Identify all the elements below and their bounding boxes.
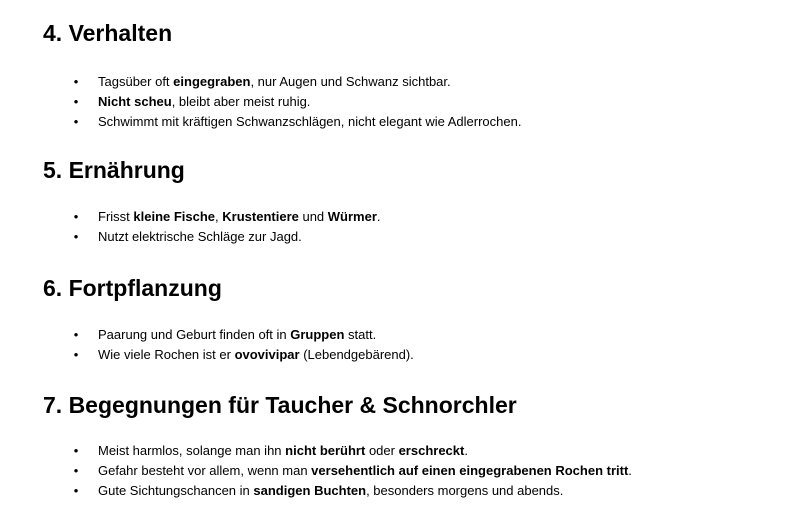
text-run: Frisst: [98, 209, 134, 224]
bold-text: Würmer: [327, 209, 377, 224]
bullet-list: [71, 441, 632, 501]
section-begegnungen: [43, 391, 783, 419]
text-run: Nutzt elektrische Schläge zur Jagd.: [98, 229, 302, 244]
bold-text: sandigen Buchten: [253, 483, 367, 498]
bold-text: kleine Fische: [133, 209, 216, 224]
bold-text: eingegraben: [173, 74, 251, 89]
text-run: ,: [215, 209, 223, 224]
text-run: , besonders morgens und abends.: [366, 483, 564, 498]
section-fortpflanzung: [43, 274, 783, 302]
bold-text: nicht berührt: [285, 443, 366, 458]
bullet-icon: •: [73, 229, 79, 244]
text-run: statt.: [344, 327, 377, 342]
list-item: [71, 481, 632, 501]
text-run: Meist harmlos, solange man ihn: [98, 443, 286, 458]
list-item: [71, 92, 521, 112]
text-run: Gefahr besteht vor allem, wenn man: [98, 463, 312, 478]
list-item: [71, 441, 632, 461]
bullet-list: [71, 325, 414, 365]
text-run: .: [376, 209, 381, 224]
text-run: , bleibt aber meist ruhig.: [171, 94, 311, 109]
bullet-icon: •: [73, 94, 79, 109]
section-heading: 6. Fortpflanzung: [43, 275, 222, 301]
list-item: [71, 72, 521, 92]
section-ernaehrung: [43, 156, 783, 184]
text-run: und: [298, 209, 328, 224]
bullet-list: [71, 72, 521, 132]
list-item: [71, 207, 381, 227]
bullet-icon: •: [73, 463, 79, 478]
text-run: .: [464, 443, 468, 458]
text-run: Paarung und Geburt finden oft in: [98, 327, 291, 342]
bullet-icon: •: [73, 443, 79, 458]
section-heading: 7. Begegnungen für Taucher & Schnorchler: [43, 392, 517, 418]
text-run: Gute Sichtungschancen in: [98, 483, 254, 498]
bullet-list: [71, 207, 381, 247]
list-item: [71, 227, 381, 247]
list-item: [71, 112, 521, 132]
bold-text: versehentlich auf einen eingegrabenen Rochen tritt: [311, 463, 629, 478]
section-verhalten: [43, 19, 783, 47]
bullet-icon: •: [73, 114, 79, 129]
text-run: Schwimmt mit kräftigen Schwanzschlägen, nicht elegant wie Adlerrochen.: [98, 114, 522, 129]
list-item: [71, 461, 632, 481]
bold-text: Krustentiere: [222, 209, 299, 224]
bullet-icon: •: [73, 74, 79, 89]
section-heading: 5. Ernährung: [43, 157, 185, 183]
bullet-icon: •: [73, 327, 79, 342]
section-heading: 4. Verhalten: [43, 20, 173, 46]
text-run: Wie viele Rochen ist er: [98, 347, 235, 362]
text-run: .: [628, 463, 632, 478]
bold-text: Gruppen: [290, 327, 345, 342]
text-run: oder: [365, 443, 399, 458]
bold-text: erschreckt: [398, 443, 465, 458]
text-run: (Lebendgebärend).: [299, 347, 414, 362]
text-run: , nur Augen und Schwanz sichtbar.: [250, 74, 451, 89]
list-item: [71, 345, 414, 365]
bold-text: ovovivipar: [234, 347, 300, 362]
text-run: Tagsüber oft: [98, 74, 174, 89]
bullet-icon: •: [73, 483, 79, 498]
bullet-icon: •: [73, 209, 79, 224]
list-item: [71, 325, 414, 345]
bold-text: Nicht scheu: [98, 94, 172, 109]
bullet-icon: •: [73, 347, 79, 362]
